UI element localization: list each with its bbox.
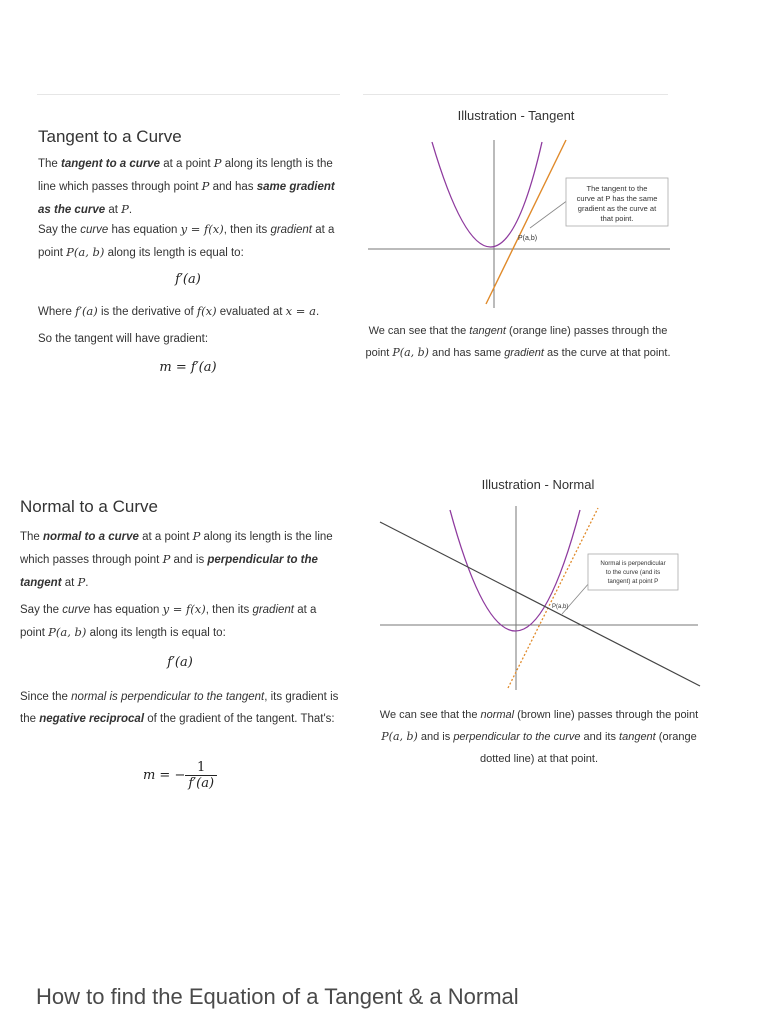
tangent-curve [432, 142, 542, 247]
normal-section-title: Normal to a Curve [20, 497, 158, 516]
tangent-formula-gradient: m = f′(a) [159, 360, 217, 375]
normal-reciprocal-paragraph: Since the normal is perpendicular to the tangent, its gradient is the negative reciprocal of the gradient of the tangent. That's: [20, 691, 339, 725]
tangent-illustration-title: Illustration - Tangent [457, 108, 575, 123]
tangent-illustration-caption: We can see that the tangent (orange line) passes through the point P(a, b) and has same gradient as the curve at that point. [365, 325, 671, 359]
normal-curve [450, 510, 580, 631]
normal-formula-gradient: m = − $\frac{1}{f'(a)}$ [20, 760, 340, 791]
normal-equation-paragraph: Say the curve has equation y = f(x), then its gradient at a point P(a, b) along its length is equal to: [20, 602, 317, 639]
normal-line [380, 522, 700, 686]
tangent-gradient-intro: So the tangent will have gradient: [38, 333, 209, 345]
normal-illustration-figure [376, 502, 702, 692]
tangent-point-label: P(a,b) [518, 235, 538, 242]
tangent-definition-paragraph: The tangent to a curve at a point P along its length is the line which passes through point P and has same gradient as the curve at P. [38, 156, 335, 216]
equation-section-heading: How to find the Equation of a Tangent & a Normal [36, 984, 519, 1009]
normal-formula-derivative: f′(a) [167, 655, 193, 670]
tangent-formula-derivative: f′(a) [175, 272, 201, 287]
top-divider-right [363, 94, 668, 95]
tangent-line [486, 140, 566, 304]
tangent-callout-pointer [530, 200, 568, 228]
tangent-callout-line-1: The tangent to the [586, 184, 648, 193]
tangent-callout-line-4: that point. [600, 214, 634, 223]
tangent-section-title: Tangent to a Curve [38, 127, 182, 146]
normal-illustration-caption: We can see that the normal (brown line) passes through the point P(a, b) and is perpendicular to the curve and its tangent (orange dotted line) at that point. [379, 709, 699, 765]
tangent-where-paragraph: Where f′(a) is the derivative of f(x) evaluated at x = a. [38, 304, 320, 318]
normal-point-label: P(a,b) [552, 604, 569, 610]
tangent-equation-paragraph: Say the curve has equation y = f(x), then its gradient at a point P(a, b) along its length is equal to: [38, 222, 335, 259]
top-divider-left [37, 94, 340, 95]
normal-callout-line-1: Normal is perpendicular [600, 560, 666, 567]
normal-definition-paragraph: The normal to a curve at a point P along its length is the line which passes through point P and is perpendicular to the tangent at P. [20, 529, 333, 589]
tangent-callout-line-2: curve at P has the same [576, 194, 658, 203]
normal-tangent-dotted-line [508, 508, 598, 688]
normal-callout-line-2: to the curve (and its [605, 569, 661, 576]
normal-illustration-title: Illustration - Normal [481, 477, 595, 492]
normal-callout-line-3: tangent) at point P [607, 578, 659, 585]
tangent-illustration-figure [366, 132, 672, 312]
tangent-callout-line-3: gradient as the curve at [577, 204, 657, 213]
